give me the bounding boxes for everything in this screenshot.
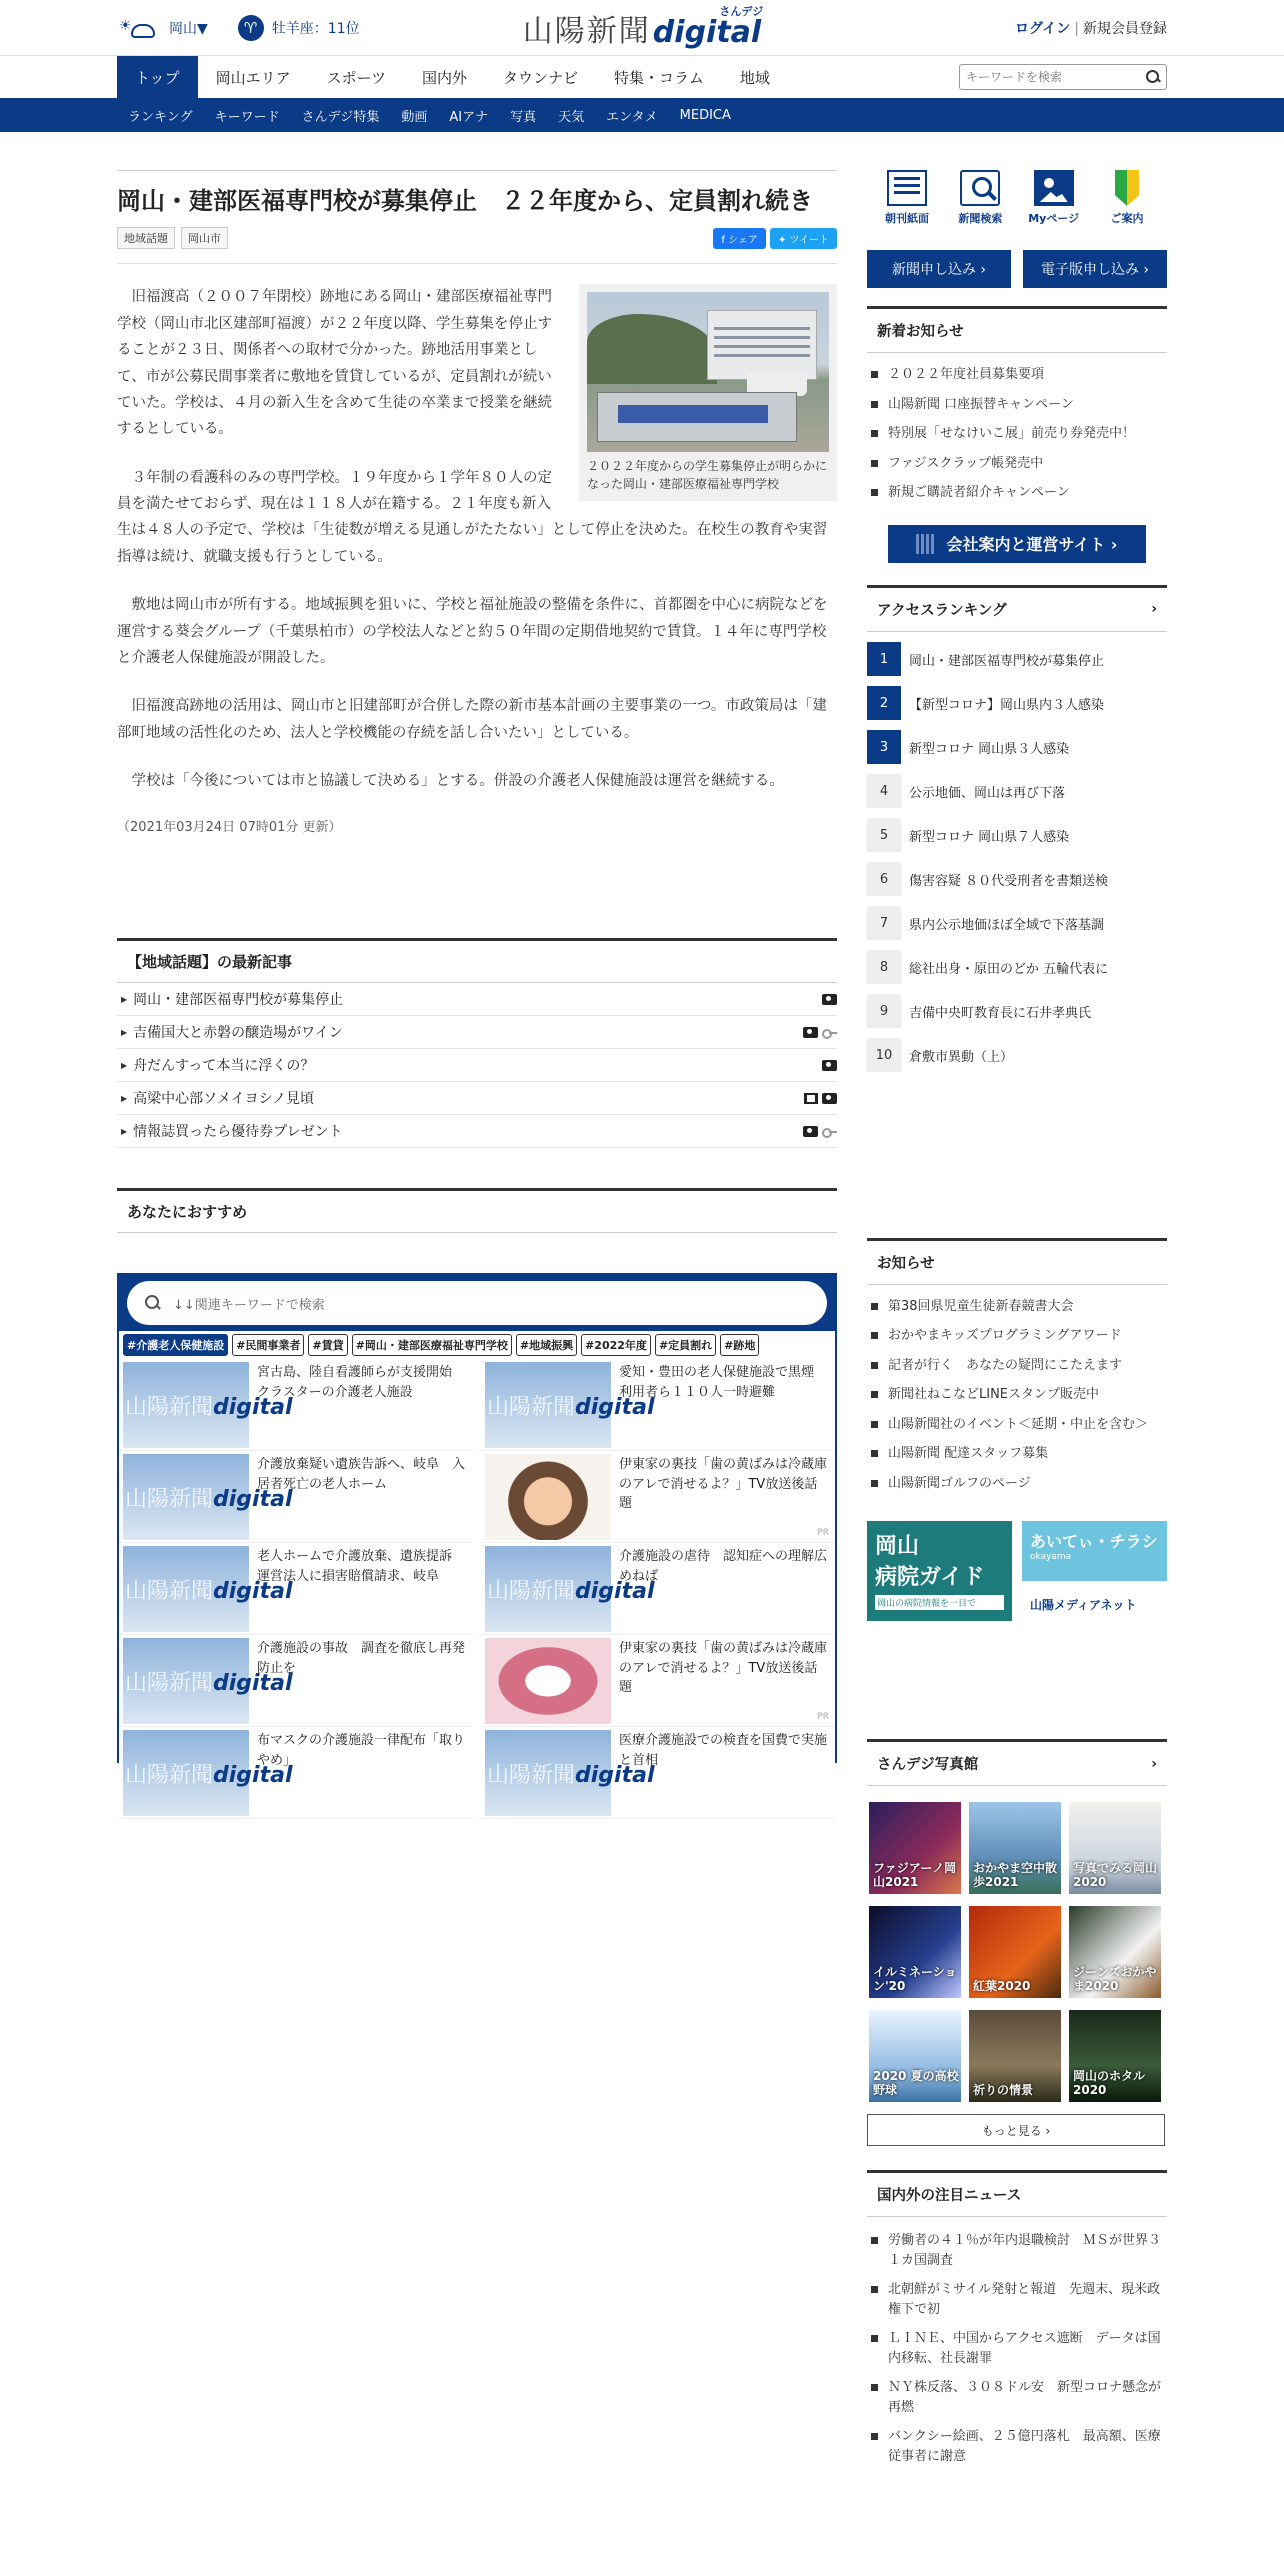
search-icon (960, 170, 1000, 206)
main-nav (0, 56, 1284, 98)
building-icon (916, 534, 936, 554)
recommend-card[interactable] (481, 1359, 835, 1451)
photo-gallery-item[interactable] (1069, 1906, 1161, 1998)
article-photo-box (579, 284, 837, 501)
search-input[interactable] (966, 70, 1136, 84)
tile-news-search[interactable] (950, 170, 1010, 226)
tag-topic[interactable]: 地域話題 (117, 227, 175, 249)
weather-icon: ☀ (117, 16, 161, 40)
recommend-title: あなたにおすすめ (117, 1188, 837, 1233)
mypage-icon (1034, 170, 1074, 206)
keyword-chip[interactable]: #跡地 (720, 1334, 759, 1356)
photo-gallery-item[interactable] (869, 1802, 961, 1894)
ranking-item[interactable] (867, 682, 1167, 726)
subnav-item[interactable]: キーワード (214, 109, 280, 125)
notice-item-text[interactable]: 山陽新聞社のイベント＜延期・中止を含む＞ (888, 1416, 1149, 1432)
photo-gallery-item[interactable] (969, 2010, 1061, 2102)
notice-item[interactable] (867, 1379, 1167, 1409)
photo-gallery-label: 岡山のホタル2020 (1073, 2069, 1146, 2098)
card-title[interactable]: 介護放棄疑い遺族告訴へ、岐阜 入居者死亡の老人ホーム (257, 1457, 466, 1492)
sub-nav (0, 98, 1284, 132)
tag-city[interactable]: 岡山市 (181, 227, 228, 249)
recommend-card[interactable] (481, 1635, 835, 1727)
bullet-square-icon (871, 430, 878, 437)
notice-title (867, 1238, 1167, 1285)
news-item[interactable] (867, 418, 1167, 448)
aries-icon: ♈ (238, 15, 264, 41)
nav-item[interactable]: トップ (117, 56, 198, 98)
chevron-right-icon: › (1151, 1755, 1157, 1772)
thumbnail-logo-jp: 山陽新聞 (487, 1763, 576, 1789)
world-news-item[interactable] (867, 2323, 1167, 2372)
notice-item[interactable] (867, 1350, 1167, 1380)
flyer-banner[interactable] (1022, 1521, 1167, 1621)
thumbnail-logo (125, 1390, 293, 1421)
subnav-item[interactable]: MEDICA (679, 107, 731, 123)
notice-item-text[interactable]: 新聞社ねこなどLINEスタンプ販売中 (888, 1387, 1100, 1402)
corp-label: 会社案内と運営サイト › (946, 535, 1118, 554)
bullet-square-icon (871, 401, 878, 408)
photo-gallery-label: 紅葉2020 (973, 1979, 1031, 1994)
notice-item[interactable] (867, 1468, 1167, 1498)
tile-label: 朝刊紙面 (885, 212, 929, 225)
tile-morning-paper[interactable] (877, 170, 937, 226)
photo-title[interactable] (867, 1739, 1167, 1786)
article-paragraph: 旧福渡高（２００７年閉校）跡地にある岡山・建部医療福祉専門学校（岡山市北区建部町福渡）が２２年度以降、学生募集を停止することが２３日、関係者への取材で分かった。跡地活用事業として、市が公募民間事業者に敷地を賃貸しているが、定員割れが続いていた。学校は、４月の新入生を含めて生徒の卒業まで授業を継続するとしている。 (117, 289, 552, 438)
ranking-item[interactable] (867, 1034, 1167, 1078)
world-title (867, 2170, 1167, 2217)
card-title[interactable]: 愛知・豊田の老人保健施設で黒煙 利用者ら１１０人一時避難 (619, 1365, 828, 1400)
world-news-item-text[interactable]: 労働者の４１％が年内退職検討 ＭＳが世界３１カ国調査 (888, 2233, 1162, 2268)
tile-label: Myページ (1028, 212, 1080, 225)
related-article-link[interactable]: 情報誌買ったら優待券プレゼント (133, 1124, 343, 1141)
photo-gallery-item[interactable] (869, 2010, 961, 2102)
digital-subscribe-button[interactable]: 電子版申し込み › (1023, 250, 1167, 288)
triangle-right-icon: ▶ (121, 1093, 128, 1103)
thumbnail-logo (487, 1390, 655, 1421)
subnav-item[interactable]: ランキング (128, 109, 193, 125)
nav-item[interactable]: タウンナビ (503, 68, 579, 87)
world-news-item-text[interactable]: ＮＹ株反落、３０８ドル安 新型コロナ懸念が再燃 (888, 2380, 1162, 2415)
key-icon (822, 1027, 837, 1038)
logo-small: さんデジ (719, 5, 764, 18)
banner2-b: 山陽メディアネット (1030, 1598, 1137, 1612)
banner1-a: 岡山 (875, 1534, 920, 1559)
newspaper-icon (887, 170, 927, 206)
rank-number: 3 (867, 730, 901, 764)
ranking-link[interactable]: 吉備中央町教育長に石井孝典氏 (909, 1005, 1092, 1021)
photo-gallery-item[interactable] (1069, 1802, 1161, 1894)
card-title[interactable]: 介護施設の虐待 認知症への理解広めねば (619, 1549, 828, 1584)
thumbnail-logo-en: digital (575, 1395, 655, 1421)
nav-item[interactable]: 特集・コラム (614, 68, 704, 87)
fb-label: シェア (728, 234, 758, 246)
bullet-square-icon (871, 2237, 878, 2244)
notice-item-text[interactable]: 記者が行く あなたの疑問にこたえます (888, 1357, 1123, 1373)
article-paragraph: 旧福渡高跡地の活用は、岡山市と旧建部町が合併した際の新市基本計画の主要事業の一つ。市政策局は「建部町地域の活性化のため、法人と学校機能の存続を話し合いたい」としている。 (117, 698, 827, 741)
news-item[interactable] (867, 389, 1167, 419)
photo-title-text: さんデジ写真館 (877, 1757, 979, 1773)
bullet-square-icon (871, 1332, 878, 1339)
ranking-item[interactable] (867, 638, 1167, 682)
subnav-item[interactable]: AIアナ (449, 109, 489, 125)
rank-number: 6 (867, 862, 901, 896)
login-link[interactable]: ログイン (1014, 21, 1071, 37)
bullet-square-icon (871, 2384, 878, 2391)
article-media-icons (822, 994, 837, 1005)
nav-item[interactable]: 岡山エリア (215, 68, 291, 87)
triangle-right-icon: ▶ (121, 1126, 128, 1136)
facebook-share-button[interactable]: f シェア (713, 228, 766, 249)
photo-caption: ２０２２年度からの学生募集停止が明らかになった岡山・建部医療福祉専門学校 (587, 459, 828, 491)
tile-guide[interactable] (1097, 170, 1157, 226)
article-body (117, 284, 837, 840)
camera-icon (803, 1027, 818, 1038)
weather-region[interactable]: 岡山▼ (169, 21, 208, 37)
article-media-icons (803, 1126, 837, 1137)
related-article-link[interactable]: 高梁中心部ソメイヨシノ見頃 (133, 1091, 315, 1108)
related-article-row[interactable] (117, 1082, 837, 1115)
photo-gallery-item[interactable] (1069, 2010, 1161, 2102)
photo-gallery-label: イルミネーション'20 (873, 1965, 957, 1994)
related-keyword-search[interactable] (127, 1281, 827, 1325)
more-photos-button[interactable]: もっと見る › (867, 2114, 1165, 2146)
camera-icon (822, 1093, 837, 1104)
article-media-icons (804, 1093, 837, 1104)
bullet-square-icon (871, 1480, 878, 1487)
related-keyword-widget (117, 1273, 837, 1789)
news-title (867, 306, 1167, 353)
thumbnail-logo (487, 1574, 655, 1605)
top-header (0, 0, 1284, 56)
thumbnail-logo-jp: 山陽新聞 (125, 1579, 214, 1605)
card-title[interactable]: 伊東家の裏技「歯の黄ばみは冷蔵庫のアレで消せるよ？」TV放送後話題 (619, 1641, 828, 1696)
related-article-link[interactable]: 舟だんすって本当に浮くの？ (133, 1058, 315, 1075)
thumbnail-logo-jp: 山陽新聞 (487, 1395, 576, 1421)
rank-number: 2 (867, 686, 901, 720)
ranking-link[interactable]: 新型コロナ 岡山県７人感染 (909, 829, 1070, 845)
world-news-item[interactable] (867, 2225, 1167, 2274)
notice-item[interactable] (867, 1409, 1167, 1439)
chevron-right-icon: › (1151, 601, 1157, 617)
photo-gallery-label: おかやま空中散歩2021 (973, 1861, 1058, 1890)
thumbnail-logo (125, 1666, 293, 1697)
photo-gallery-item[interactable] (969, 1802, 1061, 1894)
keyword-chip[interactable]: #地域振興 (516, 1334, 577, 1356)
keyword-chip[interactable]: #民間事業者 (232, 1334, 304, 1356)
keyword-chip[interactable]: #介護老人保健施設 (123, 1334, 228, 1356)
tw-label: ツイート (789, 234, 829, 246)
nav-item[interactable]: 地域 (739, 68, 770, 87)
related-article-row[interactable] (117, 1049, 837, 1082)
world-news-item-text[interactable]: ＬＩＮＥ、中国からアクセス遮断 データは国内移転、社長謝罪 (888, 2331, 1161, 2366)
thumbnail-logo-en: digital (575, 1763, 655, 1789)
notice-item[interactable] (867, 1438, 1167, 1468)
bullet-square-icon (871, 489, 878, 496)
triangle-right-icon: ▶ (121, 1027, 128, 1037)
photo-gallery-item[interactable] (869, 1906, 961, 1998)
article-media-icons (803, 1027, 837, 1038)
thumbnail-logo (125, 1482, 293, 1513)
camera-icon (822, 1060, 837, 1071)
related-articles (117, 938, 837, 1148)
related-article-link[interactable]: 岡山・建部医福専門校が募集停止 (133, 992, 344, 1009)
tile-label: 新聞検索 (958, 212, 1003, 225)
article-paragraph: 敷地は岡山市が所有する。地域振興を狙いに、学校と福祉施設の整備を条件に、首都圏を中心に病院などを運営する葵会グループ（千葉県柏市）の学校法人などと約５０年間の定期借地契約で賃貸。１４年に専門学校と介護老人保健施設が開設した。 (117, 597, 828, 666)
news-item-text[interactable]: ２０２２年度社員募集要項 (888, 367, 1045, 382)
thumbnail-logo (125, 1758, 293, 1789)
related-search-placeholder: ↓↓関連キーワードで検索 (173, 1297, 325, 1313)
newspaper-subscribe-button[interactable]: 新聞申し込み › (867, 250, 1011, 288)
thumbnail-logo-jp: 山陽新聞 (125, 1671, 214, 1697)
banner2-a: あいてぃ・チラシ (1030, 1532, 1158, 1551)
world-news (867, 2170, 1167, 2470)
world-news-item-text[interactable]: バンクシー絵画、２５億円落札 最高額、医療従事者に謝意 (888, 2429, 1161, 2464)
ranking-link[interactable]: 倉敷市異動（上） (909, 1049, 1014, 1065)
photo-gallery-label: ファジアーノ岡山2021 (873, 1861, 957, 1890)
recommend-card[interactable] (119, 1359, 473, 1451)
world-title-text: 国内外の注目ニュース (877, 2188, 1022, 2204)
horoscope-text[interactable]: 牡羊座：11位 (271, 21, 360, 37)
service-tiles (867, 170, 1167, 226)
bullet-square-icon (871, 1450, 878, 1457)
thumbnail-logo-en: digital (213, 1671, 293, 1697)
ranking-item[interactable] (867, 902, 1167, 946)
bullet-square-icon (871, 2335, 878, 2342)
photo-gallery (867, 1739, 1167, 2146)
ranking-item[interactable] (867, 946, 1167, 990)
bullet-square-icon (871, 1391, 878, 1398)
ranking-item[interactable] (867, 858, 1167, 902)
rank-number: 1 (867, 642, 901, 676)
banner1-c: 岡山の病院情報を一目で (875, 1595, 1004, 1610)
triangle-right-icon: ▶ (121, 1060, 128, 1070)
related-article-row[interactable] (117, 1016, 837, 1049)
bullet-square-icon (871, 460, 878, 467)
bullet-square-icon (871, 1303, 878, 1310)
news-notices (867, 306, 1167, 507)
card-thumbnail[interactable] (123, 1638, 293, 1724)
world-news-item[interactable] (867, 2421, 1167, 2470)
rank-number: 9 (867, 994, 901, 1028)
ranking-title[interactable] (867, 585, 1167, 632)
thumbnail-logo-jp: 山陽新聞 (487, 1579, 576, 1605)
photo-gallery-label: 写真でみる岡山2020 (1073, 1861, 1158, 1890)
nav-item[interactable]: スポーツ (326, 68, 386, 87)
pr-label: PR (817, 1712, 829, 1723)
recommend-card[interactable] (481, 1451, 835, 1543)
rank-number: 10 (867, 1038, 901, 1072)
related-title: 【地域話題】の最新記事 (117, 938, 837, 983)
card-thumbnail[interactable] (485, 1454, 611, 1540)
photo-gallery-item[interactable] (969, 1906, 1061, 1998)
banner1-b: 病院ガイド (875, 1565, 985, 1590)
subnav-item[interactable]: 動画 (401, 109, 428, 125)
thumbnail-logo-en: digital (213, 1487, 293, 1513)
subnav-item[interactable]: 写真 (510, 109, 537, 125)
card-thumbnail[interactable] (123, 1730, 293, 1816)
thumbnail-logo-en: digital (213, 1763, 293, 1789)
search-icon (145, 1295, 161, 1311)
news-item[interactable] (867, 477, 1167, 507)
bullet-square-icon (871, 1421, 878, 1428)
rank-number: 7 (867, 906, 901, 940)
nav-item[interactable]: 国内外 (421, 68, 467, 87)
card-title[interactable]: 伊東家の裏技「歯の黄ばみは冷蔵庫のアレで消せるよ？」TV放送後話題 (619, 1457, 828, 1512)
keyword-chip[interactable]: #定員割れ (655, 1334, 716, 1356)
news-item-text[interactable]: 新規ご購読者紹介キャンペーン (888, 485, 1070, 500)
card-title[interactable]: 宮古島、陸自看護師らが支援開始 クラスターの介護老人施設 (257, 1365, 466, 1400)
ranking-link[interactable]: 公示地価、岡山は再び下落 (909, 785, 1066, 801)
world-news-item[interactable] (867, 2372, 1167, 2421)
article-header (117, 170, 837, 264)
search-icon[interactable] (1146, 70, 1160, 84)
news-item-text[interactable]: 山陽新聞 口座振替キャンペーン (888, 396, 1074, 412)
keyword-search[interactable] (959, 64, 1167, 90)
photo-gallery-label: 2020 夏の高校野球 (873, 2069, 959, 2098)
hospital-guide-banner[interactable] (867, 1521, 1012, 1621)
ranking-title-text: アクセスランキング (877, 602, 1007, 619)
card-thumbnail[interactable] (123, 1362, 293, 1448)
keyword-chip[interactable]: #賃貸 (308, 1334, 347, 1356)
notice-item-text[interactable]: 第38回県児童生徒新春競書大会 (888, 1298, 1074, 1314)
triangle-right-icon: ▶ (121, 994, 128, 1004)
ranking-item[interactable] (867, 990, 1167, 1034)
key-icon (822, 1126, 837, 1137)
subnav-item[interactable]: 天気 (558, 109, 585, 125)
article-paragraph: ３年制の看護科のみの専門学校。１９年度から１学年８０人の定員を満たせておらず、現在は１１８人が在籍する。２１年度も新入生は４８人の予定で、学校は「生徒数が増える見通しがたたない」として停止を決めた。在校生の教育や実習指導は続け、就職支援も行うとしている。 (117, 469, 828, 565)
ranking-item[interactable] (867, 726, 1167, 770)
news-title-text: 新着お知らせ (877, 324, 964, 340)
bullet-square-icon (871, 2433, 878, 2440)
notice-item-text[interactable]: おかやまキッズプログラミングアワード (888, 1328, 1122, 1343)
subnav-item[interactable]: さんデジ特集 (301, 109, 380, 125)
thumbnail-logo-en: digital (575, 1579, 655, 1605)
tile-mypage[interactable] (1024, 170, 1084, 226)
subnav-item[interactable]: エンタメ (606, 109, 658, 125)
logo-en: digital (652, 15, 762, 50)
notice-item[interactable] (867, 1291, 1167, 1321)
card-thumbnail[interactable] (485, 1638, 611, 1724)
register-link[interactable]: 新規会員登録 (1083, 21, 1167, 37)
notice-item-text[interactable]: 山陽新聞ゴルフのページ (888, 1475, 1031, 1491)
ranking-link[interactable]: 県内公示地価ほぼ全域で下落基調 (909, 917, 1105, 933)
article-media-icons (822, 1060, 837, 1071)
thumbnail-logo-jp: 山陽新聞 (125, 1487, 214, 1513)
thumbnail-logo-jp: 山陽新聞 (125, 1763, 214, 1789)
world-news-item[interactable] (867, 2274, 1167, 2323)
card-title[interactable]: 布マスクの介護施設一律配布「取りやめ」 (257, 1733, 466, 1768)
logo-digital (652, 5, 764, 50)
article-title: 岡山・建部医福専門校が募集停止 ２２年度から、定員割れ続き (117, 187, 813, 215)
news-item-text[interactable]: ファジスクラップ帳発売中 (888, 455, 1044, 471)
recommend-card[interactable] (481, 1727, 835, 1819)
site-logo[interactable] (522, 5, 764, 50)
thumbnail-logo-en: digital (213, 1579, 293, 1605)
recommend-card[interactable] (119, 1635, 473, 1727)
thumbnail-logo-en: digital (213, 1395, 293, 1421)
news-item-text[interactable]: 特別展「せなけいこ展」前売り券発売中！ (888, 426, 1136, 441)
ranking-link[interactable]: 【新型コロナ】岡山県内３人感染 (909, 697, 1105, 713)
twitter-share-button[interactable]: ✦ ツイート (770, 228, 837, 249)
ranking-link[interactable]: 新型コロナ 岡山県３人感染 (909, 741, 1070, 757)
card-thumbnail[interactable] (485, 1546, 655, 1632)
recommend-card[interactable] (119, 1727, 473, 1819)
logo-text: 山陽新聞 (522, 14, 651, 49)
corporate-info-button[interactable] (888, 525, 1146, 563)
article-photo[interactable] (587, 292, 829, 452)
recommend-section (117, 1188, 837, 1789)
weather-widget[interactable] (117, 16, 208, 40)
card-thumbnail[interactable] (485, 1362, 655, 1448)
rank-number: 8 (867, 950, 901, 984)
news-item[interactable] (867, 448, 1167, 478)
notice-title-text: お知らせ (877, 1255, 935, 1272)
bullet-square-icon (871, 2286, 878, 2293)
news-item[interactable] (867, 359, 1167, 389)
photo-gallery-label: ジーンズおかやま2020 (1073, 1965, 1157, 1994)
card-thumbnail[interactable] (123, 1546, 293, 1632)
auth-links: ログイン | 新規会員登録 (1014, 21, 1167, 37)
camera-icon (822, 994, 837, 1005)
article-paragraph: 学校は「今後については市と協議して決める」とする。併設の介護老人保健施設は運営を継続する。 (117, 773, 784, 790)
article-date: （2021年03月24日 07時01分 更新） (117, 820, 342, 836)
notice-item-text[interactable]: 山陽新聞 配達スタッフ募集 (888, 1446, 1049, 1461)
bullet-square-icon (871, 1362, 878, 1369)
photo-gallery-label: 祈りの情景 (973, 2083, 1034, 2098)
recommend-card[interactable] (119, 1451, 473, 1543)
related-article-link[interactable]: 吉備国大と赤磐の醸造場がワイン (133, 1025, 343, 1042)
pr-label: PR (817, 1528, 829, 1539)
keyword-chip[interactable]: #岡山・建部医療福祉専門学校 (352, 1334, 512, 1356)
related-article-row[interactable] (117, 1115, 837, 1148)
recommend-card[interactable] (119, 1543, 473, 1635)
thumbnail-logo-jp: 山陽新聞 (125, 1395, 214, 1421)
notices (867, 1238, 1167, 1498)
notice-item[interactable] (867, 1320, 1167, 1350)
rank-number: 5 (867, 818, 901, 852)
ranking-item[interactable] (867, 770, 1167, 814)
card-thumbnail[interactable] (485, 1730, 655, 1816)
thumbnail-logo (125, 1574, 293, 1605)
thumbnail-logo (487, 1758, 655, 1789)
recommend-card[interactable] (481, 1543, 835, 1635)
card-title[interactable]: 医療介護施設での検査を国費で実施と首相 (619, 1733, 828, 1768)
camera-icon (803, 1126, 818, 1137)
ranking-link[interactable]: 傷害容疑 ８０代受刑者を書類送検 (909, 873, 1109, 889)
horoscope-widget[interactable] (238, 15, 360, 41)
bullet-square-icon (871, 371, 878, 378)
access-ranking (867, 585, 1167, 1078)
related-article-row[interactable] (117, 983, 837, 1016)
rank-number: 4 (867, 774, 901, 808)
card-title[interactable]: 老人ホームで介護放棄、遺族提訴 運営法人に損害賠償請求、岐阜 (257, 1549, 466, 1584)
keyword-chip[interactable]: #2022年度 (581, 1334, 651, 1356)
tile-label: ご案内 (1110, 212, 1144, 225)
world-news-item-text[interactable]: 北朝鮮がミサイル発射と報道 先週末、現米政権下で初 (888, 2282, 1161, 2317)
beginner-mark-icon (1107, 170, 1147, 206)
card-title[interactable]: 介護施設の事故 調査を徹底し再発防止を (257, 1641, 466, 1676)
ranking-link[interactable]: 総社出身・原田のどか 五輪代表に (909, 961, 1109, 977)
ranking-link[interactable]: 岡山・建部医福専門校が募集停止 (909, 653, 1105, 669)
ranking-item[interactable] (867, 814, 1167, 858)
film-icon (804, 1093, 818, 1104)
card-thumbnail[interactable] (123, 1454, 293, 1540)
banner2-sub: okayama (1030, 1552, 1072, 1562)
